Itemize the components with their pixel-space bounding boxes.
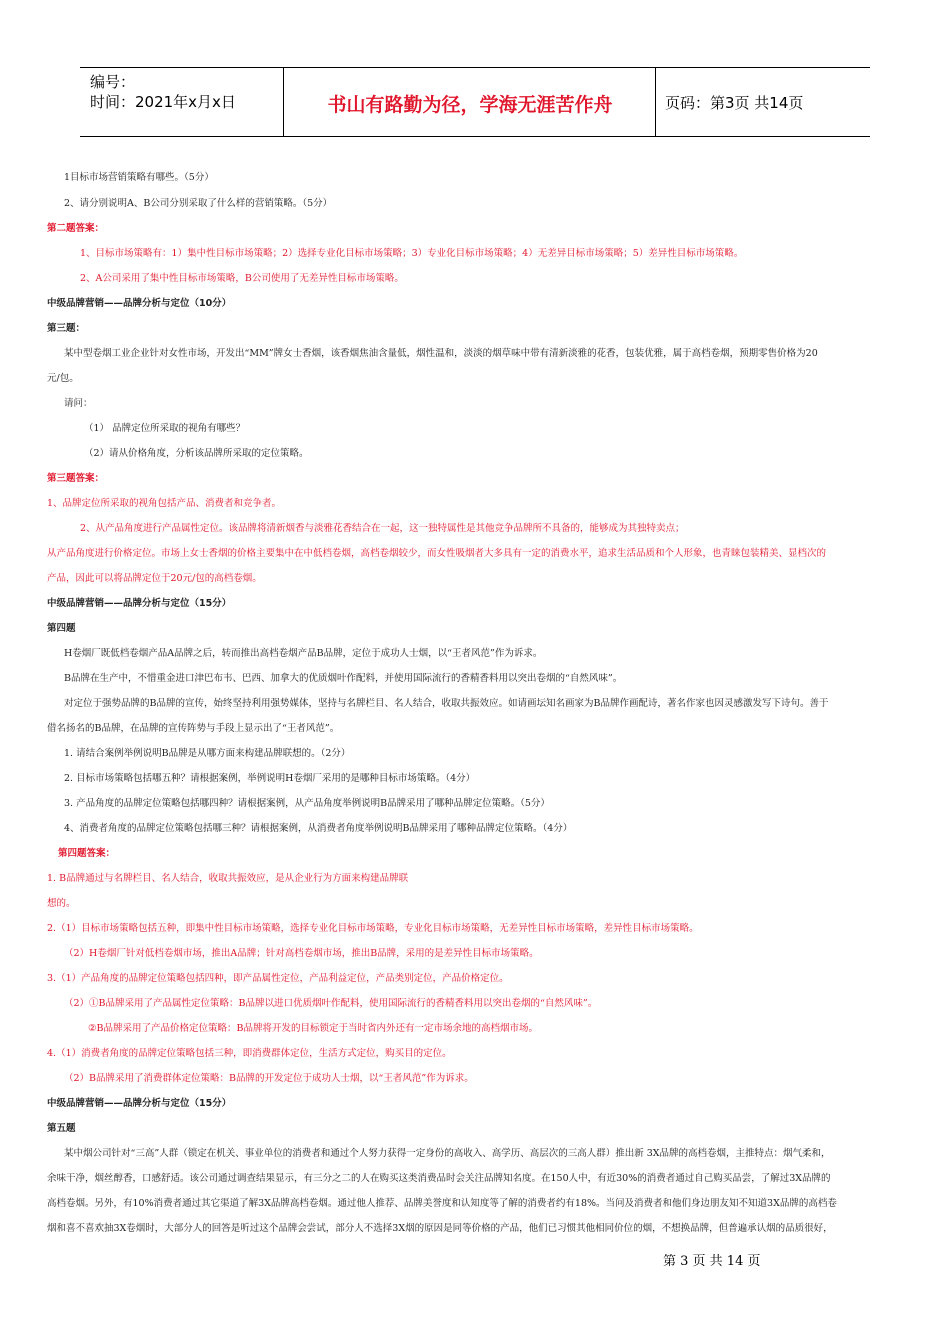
text-line: 1目标市场营销策略有哪些。（5分） bbox=[64, 172, 214, 183]
text-line: （2）H卷烟厂针对低档卷烟市场，推出A品牌；针对高档卷烟市场，推出B品牌，采用的是差异性目标市场策略。 bbox=[64, 948, 539, 959]
document-number-label: 编号： bbox=[90, 73, 136, 91]
text-line: 余味干净，烟丝醇香，口感舒适。该公司通过调查结果显示，有三分之二的人在购买这类消费品时会关注品牌知名度。在150人中，有近30%的消费者通过自己购买品尝，了解过3X品牌的 bbox=[47, 1173, 831, 1184]
text-line: 4.（1）消费者角度的品牌定位策略包括三种，即消费群体定位，生活方式定位，购买目的定位。 bbox=[47, 1048, 452, 1059]
header-page-info: 页码：第3页 共14页 bbox=[665, 94, 804, 112]
text-line: 第二题答案： bbox=[47, 223, 105, 234]
text-line: 想的。 bbox=[47, 898, 76, 909]
header-motto: 书山有路勤为径，学海无涯苦作舟 bbox=[327, 94, 613, 116]
page-header bbox=[80, 67, 870, 137]
text-line: 元/包。 bbox=[47, 373, 79, 384]
text-line: H卷烟厂既低档卷烟产品A品牌之后，转而推出高档卷烟产品B品牌，定位于成功人士烟，以“王者风范”作为诉求。 bbox=[64, 648, 543, 659]
text-line: 从产品角度进行价格定位。市场上女士香烟的价格主要集中在中低档卷烟，高档卷烟较少，而女性吸烟者大多具有一定的消费水平，追求生活品质和个人形象，也青睐包装精美、显档次的 bbox=[47, 548, 827, 559]
text-line: （2）①B品牌采用了产品属性定位策略：B品牌以进口优质烟叶作配料，使用国际流行的香精香料用以突出卷烟的“自然风味”。 bbox=[64, 998, 598, 1009]
text-line: （2）B品牌采用了消费群体定位策略：B品牌的开发定位于成功人士烟，以“王者风范”作为诉求。 bbox=[64, 1073, 474, 1084]
text-line: 第三题： bbox=[47, 323, 86, 334]
header-meta bbox=[90, 72, 280, 112]
document-date: 时间：2021年x月x日 bbox=[90, 93, 236, 111]
text-line: 3. 产品角度的品牌定位策略包括哪四种？请根据案例，从产品角度举例说明B品牌采用了哪种品牌定位策略。（5分） bbox=[64, 798, 550, 809]
page-footer: 第 3 页 共 14 页 bbox=[663, 1254, 761, 1269]
text-line: 第四题答案： bbox=[58, 848, 116, 859]
text-line: 中级品牌营销——品牌分析与定位（15分） bbox=[47, 1098, 232, 1109]
text-line: 某中烟公司针对“三高”人群（锁定在机关、事业单位的消费者和通过个人努力获得一定身份的高收入、高学历、高层次的三高人群）推出新 3X品牌的高档卷烟，主推特点：烟气柔和， bbox=[64, 1148, 831, 1159]
text-line: 1. B品牌通过与名牌栏目、名人结合，收取共振效应，是从企业行为方面来构建品牌联 bbox=[47, 873, 409, 884]
text-line: 2、从产品角度进行产品属性定位。该品牌将清新烟香与淡雅花香结合在一起，这一独特属性是其他竞争品牌所不具备的，能够成为其独特卖点； bbox=[80, 523, 685, 534]
text-line: 产品，因此可以将品牌定位于20元/包的高档卷烟。 bbox=[47, 573, 262, 584]
text-line: ②B品牌采用了产品价格定位策略：B品牌将开发的目标锁定于当时省内外还有一定市场余地的高档烟市场。 bbox=[88, 1023, 538, 1034]
text-line: 3.（1）产品角度的品牌定位策略包括四种，即产品属性定位，产品利益定位，产品类别定位，产品价格定位。 bbox=[47, 973, 509, 984]
header-divider bbox=[283, 68, 284, 136]
text-line: 2.（1）目标市场策略包括五种，即集中性目标市场策略，选择专业化目标市场策略，专业化目标市场策略，无差异性目标市场策略，差异性目标市场策略。 bbox=[47, 923, 699, 934]
text-line: B品牌在生产中，不惜重金进口津巴布韦、巴西、加拿大的优质烟叶作配料，并使用国际流行的香精香料用以突出卷烟的“自然风味”。 bbox=[64, 673, 623, 684]
text-line: （1） 品牌定位所采取的视角有哪些？ bbox=[84, 423, 246, 434]
text-line: 2、请分别说明A、B公司分别采取了什么样的营销策略。（5分） bbox=[64, 198, 333, 209]
header-divider bbox=[655, 68, 656, 136]
text-line: 1、品牌定位所采取的视角包括产品、消费者和竞争者。 bbox=[47, 498, 282, 509]
text-line: 2. 目标市场策略包括哪五种？请根据案例，举例说明H卷烟厂采用的是哪种目标市场策略。（4分） bbox=[64, 773, 476, 784]
text-line: 第五题 bbox=[47, 1123, 76, 1134]
text-line: 第四题 bbox=[47, 623, 76, 634]
text-line: 高档卷烟。另外，有10%消费者通过其它渠道了解3X品牌高档卷烟。通过他人推荐、品牌美誉度和认知度等了解的消费者约有18%。当问及消费者和他们身边朋友知不知道3X品牌的高档卷 bbox=[47, 1198, 837, 1209]
text-line: （2）请从价格角度，分析该品牌所采取的定位策略。 bbox=[84, 448, 309, 459]
text-line: 1. 请结合案例举例说明B品牌是从哪方面来构建品牌联想的。（2分） bbox=[64, 748, 351, 759]
text-line: 中级品牌营销——品牌分析与定位（10分） bbox=[47, 298, 232, 309]
text-line: 请问： bbox=[64, 398, 93, 409]
text-line: 第三题答案： bbox=[47, 473, 105, 484]
text-line: 1、目标市场策略有：1）集中性目标市场策略；2）选择专业化目标市场策略；3）专业化目标市场策略；4）无差异目标市场策略；5）差异性目标市场策略。 bbox=[80, 248, 744, 259]
text-line: 中级品牌营销——品牌分析与定位（15分） bbox=[47, 598, 232, 609]
text-line: 4、消费者角度的品牌定位策略包括哪三种？请根据案例，从消费者角度举例说明B品牌采用了哪种品牌定位策略。（4分） bbox=[64, 823, 573, 834]
text-line: 借名扬名的B品牌，在品牌的宣传阵势与手段上显示出了“王者风范”。 bbox=[47, 723, 340, 734]
text-line: 对定位于强势品牌的B品牌的宣传，始终坚持利用强势媒体，坚持与名牌栏目、名人结合，收取共振效应。如请画坛知名画家为B品牌作画配诗，著名作家也因灵感激发写下诗句。善于 bbox=[64, 698, 829, 709]
text-line: 某中型卷烟工业企业针对女性市场，开发出“MM”牌女士香烟，该香烟焦油含量低，烟性温和，淡淡的烟草味中带有清新淡雅的花香，包装优雅，属于高档卷烟，预期零售价格为20 bbox=[64, 348, 818, 359]
text-line: 烟和喜不喜欢抽3X卷烟时，大部分人的回答是听过这个品牌会尝试，部分人不选择3X烟的原因是同等价格的产品，他们已习惯其他相同价位的烟，不想换品牌，但普遍承认烟的品质很好， bbox=[47, 1223, 833, 1234]
text-line: 2、A公司采用了集中性目标市场策略，B公司使用了无差异性目标市场策略。 bbox=[80, 273, 404, 284]
